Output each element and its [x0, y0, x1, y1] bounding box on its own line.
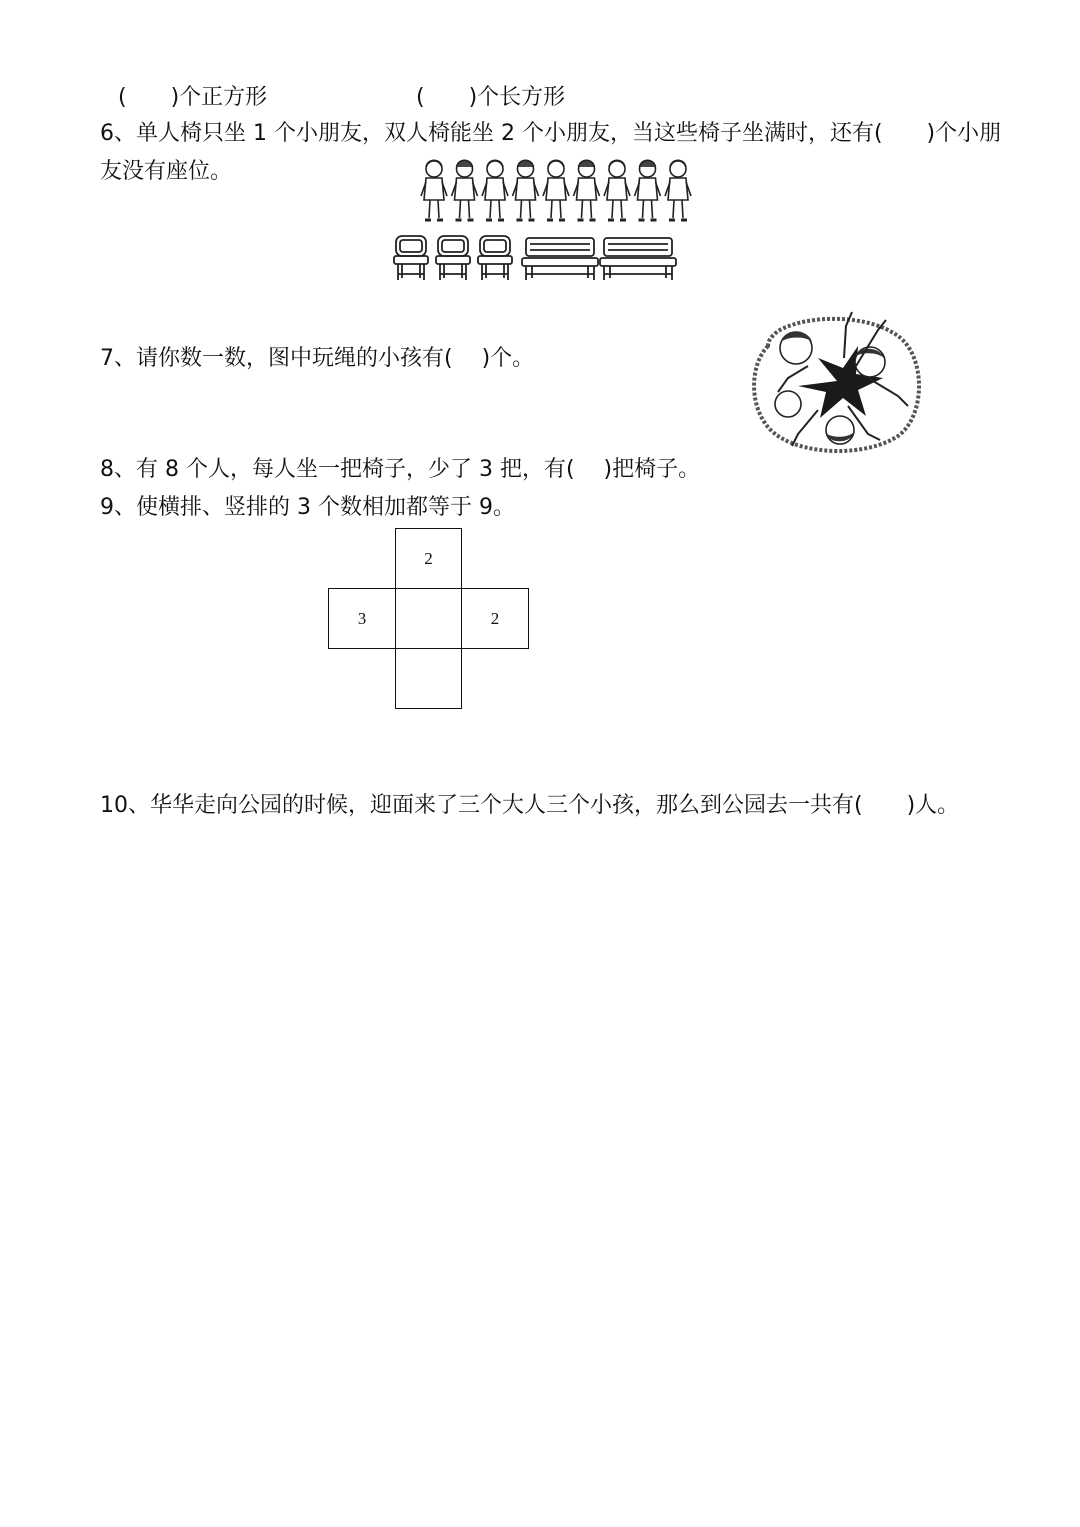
q9-question: 9、使横排、竖排的 3 个数相加都等于 9。 [100, 495, 515, 520]
double-bench-icon [600, 238, 676, 280]
single-chair-icon [436, 236, 470, 280]
q6-question-line2: 友没有座位。 [100, 159, 233, 184]
child-figure-icon [665, 160, 691, 220]
chairs-illustration [388, 232, 678, 284]
child-figure-icon [574, 160, 600, 220]
grid-cell-center[interactable] [395, 588, 462, 649]
q5-rectangles-blank: ( )个长方形 [416, 85, 566, 110]
child-figure-icon [604, 160, 630, 220]
child-figure-icon [452, 160, 478, 220]
q5-squares-blank: ( )个正方形 [118, 85, 268, 110]
children-illustration [418, 158, 708, 228]
grid-cell-bottom[interactable] [395, 648, 462, 709]
grid-cell-left: 3 [328, 588, 396, 649]
q7-question: 7、请你数一数，图中玩绳的小孩有( )个。 [100, 346, 535, 371]
single-chair-icon [394, 236, 428, 280]
grid-cell-right: 2 [461, 588, 529, 649]
q8-question: 8、有 8 个人，每人坐一把椅子，少了 3 把，有( )把椅子。 [100, 457, 701, 482]
child-figure-icon [543, 160, 569, 220]
q10-question: 10、华华走向公园的时候，迎面来了三个大人三个小孩，那么到公园去一共有( )人。 [100, 793, 960, 818]
single-chair-icon [478, 236, 512, 280]
double-bench-icon [522, 238, 598, 280]
q6-question-line1: 6、单人椅只坐 1 个小朋友，双人椅能坐 2 个小朋友，当这些椅子坐满时，还有( )个小朋 [100, 121, 1002, 146]
rope-kids-illustration [748, 306, 926, 456]
child-figure-icon [482, 160, 508, 220]
child-figure-icon [635, 160, 661, 220]
grid-cell-top: 2 [395, 528, 462, 589]
child-figure-icon [421, 160, 447, 220]
child-figure-icon [513, 160, 539, 220]
